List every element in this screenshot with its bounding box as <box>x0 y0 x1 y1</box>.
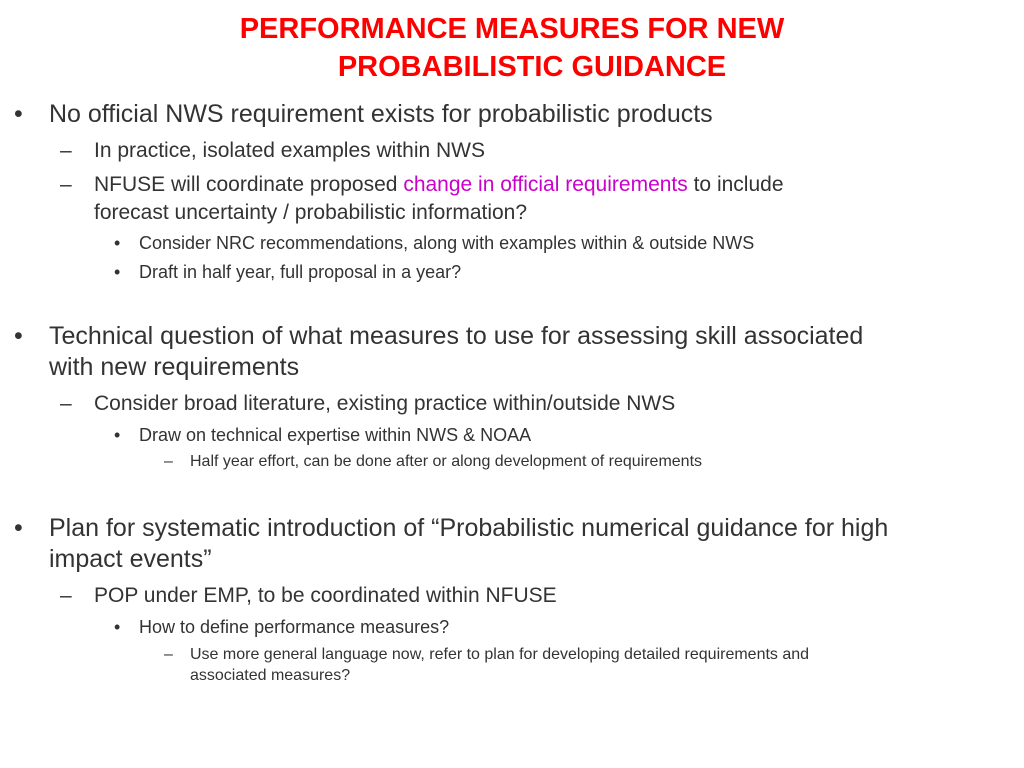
sub-sub-item-1-2-2: Draft in half year, full proposal in a year? <box>139 262 462 282</box>
sub-sub-item-2-1-1: Draw on technical expertise within NWS & NOAA <box>139 425 532 445</box>
dash-marker: – <box>60 584 72 607</box>
bullet-item-2-line-2: with new requirements <box>49 353 300 381</box>
bullet-item-3-line-2: impact events” <box>49 545 212 573</box>
dash-marker: – <box>60 173 72 196</box>
sub-sub-item-1-2-1: Consider NRC recommendations, along with examples within & outside NWS <box>139 233 755 253</box>
slide-title-line-1: PERFORMANCE MEASURES FOR NEW <box>239 13 785 45</box>
sub-item-1-1: In practice, isolated examples within NWS <box>94 139 485 162</box>
bullet-marker: • <box>14 100 23 128</box>
sub-item-3-1: POP under EMP, to be coordinated within NFUSE <box>94 584 557 607</box>
level-4-item-3-1-1-1-line-2: associated measures? <box>190 667 351 684</box>
bullet-marker: • <box>14 514 23 542</box>
level-4-item-3-1-1-1-line-1: Use more general language now, refer to plan for developing detailed requirements and <box>190 646 810 663</box>
bullet-marker: • <box>114 425 121 445</box>
slide-title-line-2: PROBABILISTIC GUIDANCE <box>337 51 727 83</box>
bullet-marker: • <box>114 617 121 637</box>
sub-item-1-2 <box>94 170 784 199</box>
bullet-marker: • <box>14 322 23 350</box>
bullet-item-1: No official NWS requirement exists for probabilistic products <box>49 100 713 128</box>
sub-item-2-1: Consider broad literature, existing practice within/outside NWS <box>94 392 676 415</box>
highlighted-phrase: change in official requirements <box>403 173 688 196</box>
sub-item-1-2-text: NFUSE will coordinate proposed <box>94 173 404 196</box>
level-4-item-2-1-1-1: Half year effort, can be done after or along development of requirements <box>190 453 703 470</box>
dash-marker: – <box>164 646 173 663</box>
dash-marker: – <box>60 392 72 415</box>
bullet-item-3-line-1: Plan for systematic introduction of “Probabilistic numerical guidance for high <box>49 514 889 542</box>
sub-item-1-2-line-2: forecast uncertainty / probabilistic information? <box>94 201 528 224</box>
bullet-item-2-line-1: Technical question of what measures to use for assessing skill associated <box>49 322 864 350</box>
sub-sub-item-3-1-1: How to define performance measures? <box>139 617 450 637</box>
bullet-marker: • <box>114 262 121 282</box>
sub-item-1-2-text-end: to include <box>687 173 784 196</box>
bullet-marker: • <box>114 233 121 253</box>
dash-marker: – <box>60 139 72 162</box>
dash-marker: – <box>164 453 173 470</box>
